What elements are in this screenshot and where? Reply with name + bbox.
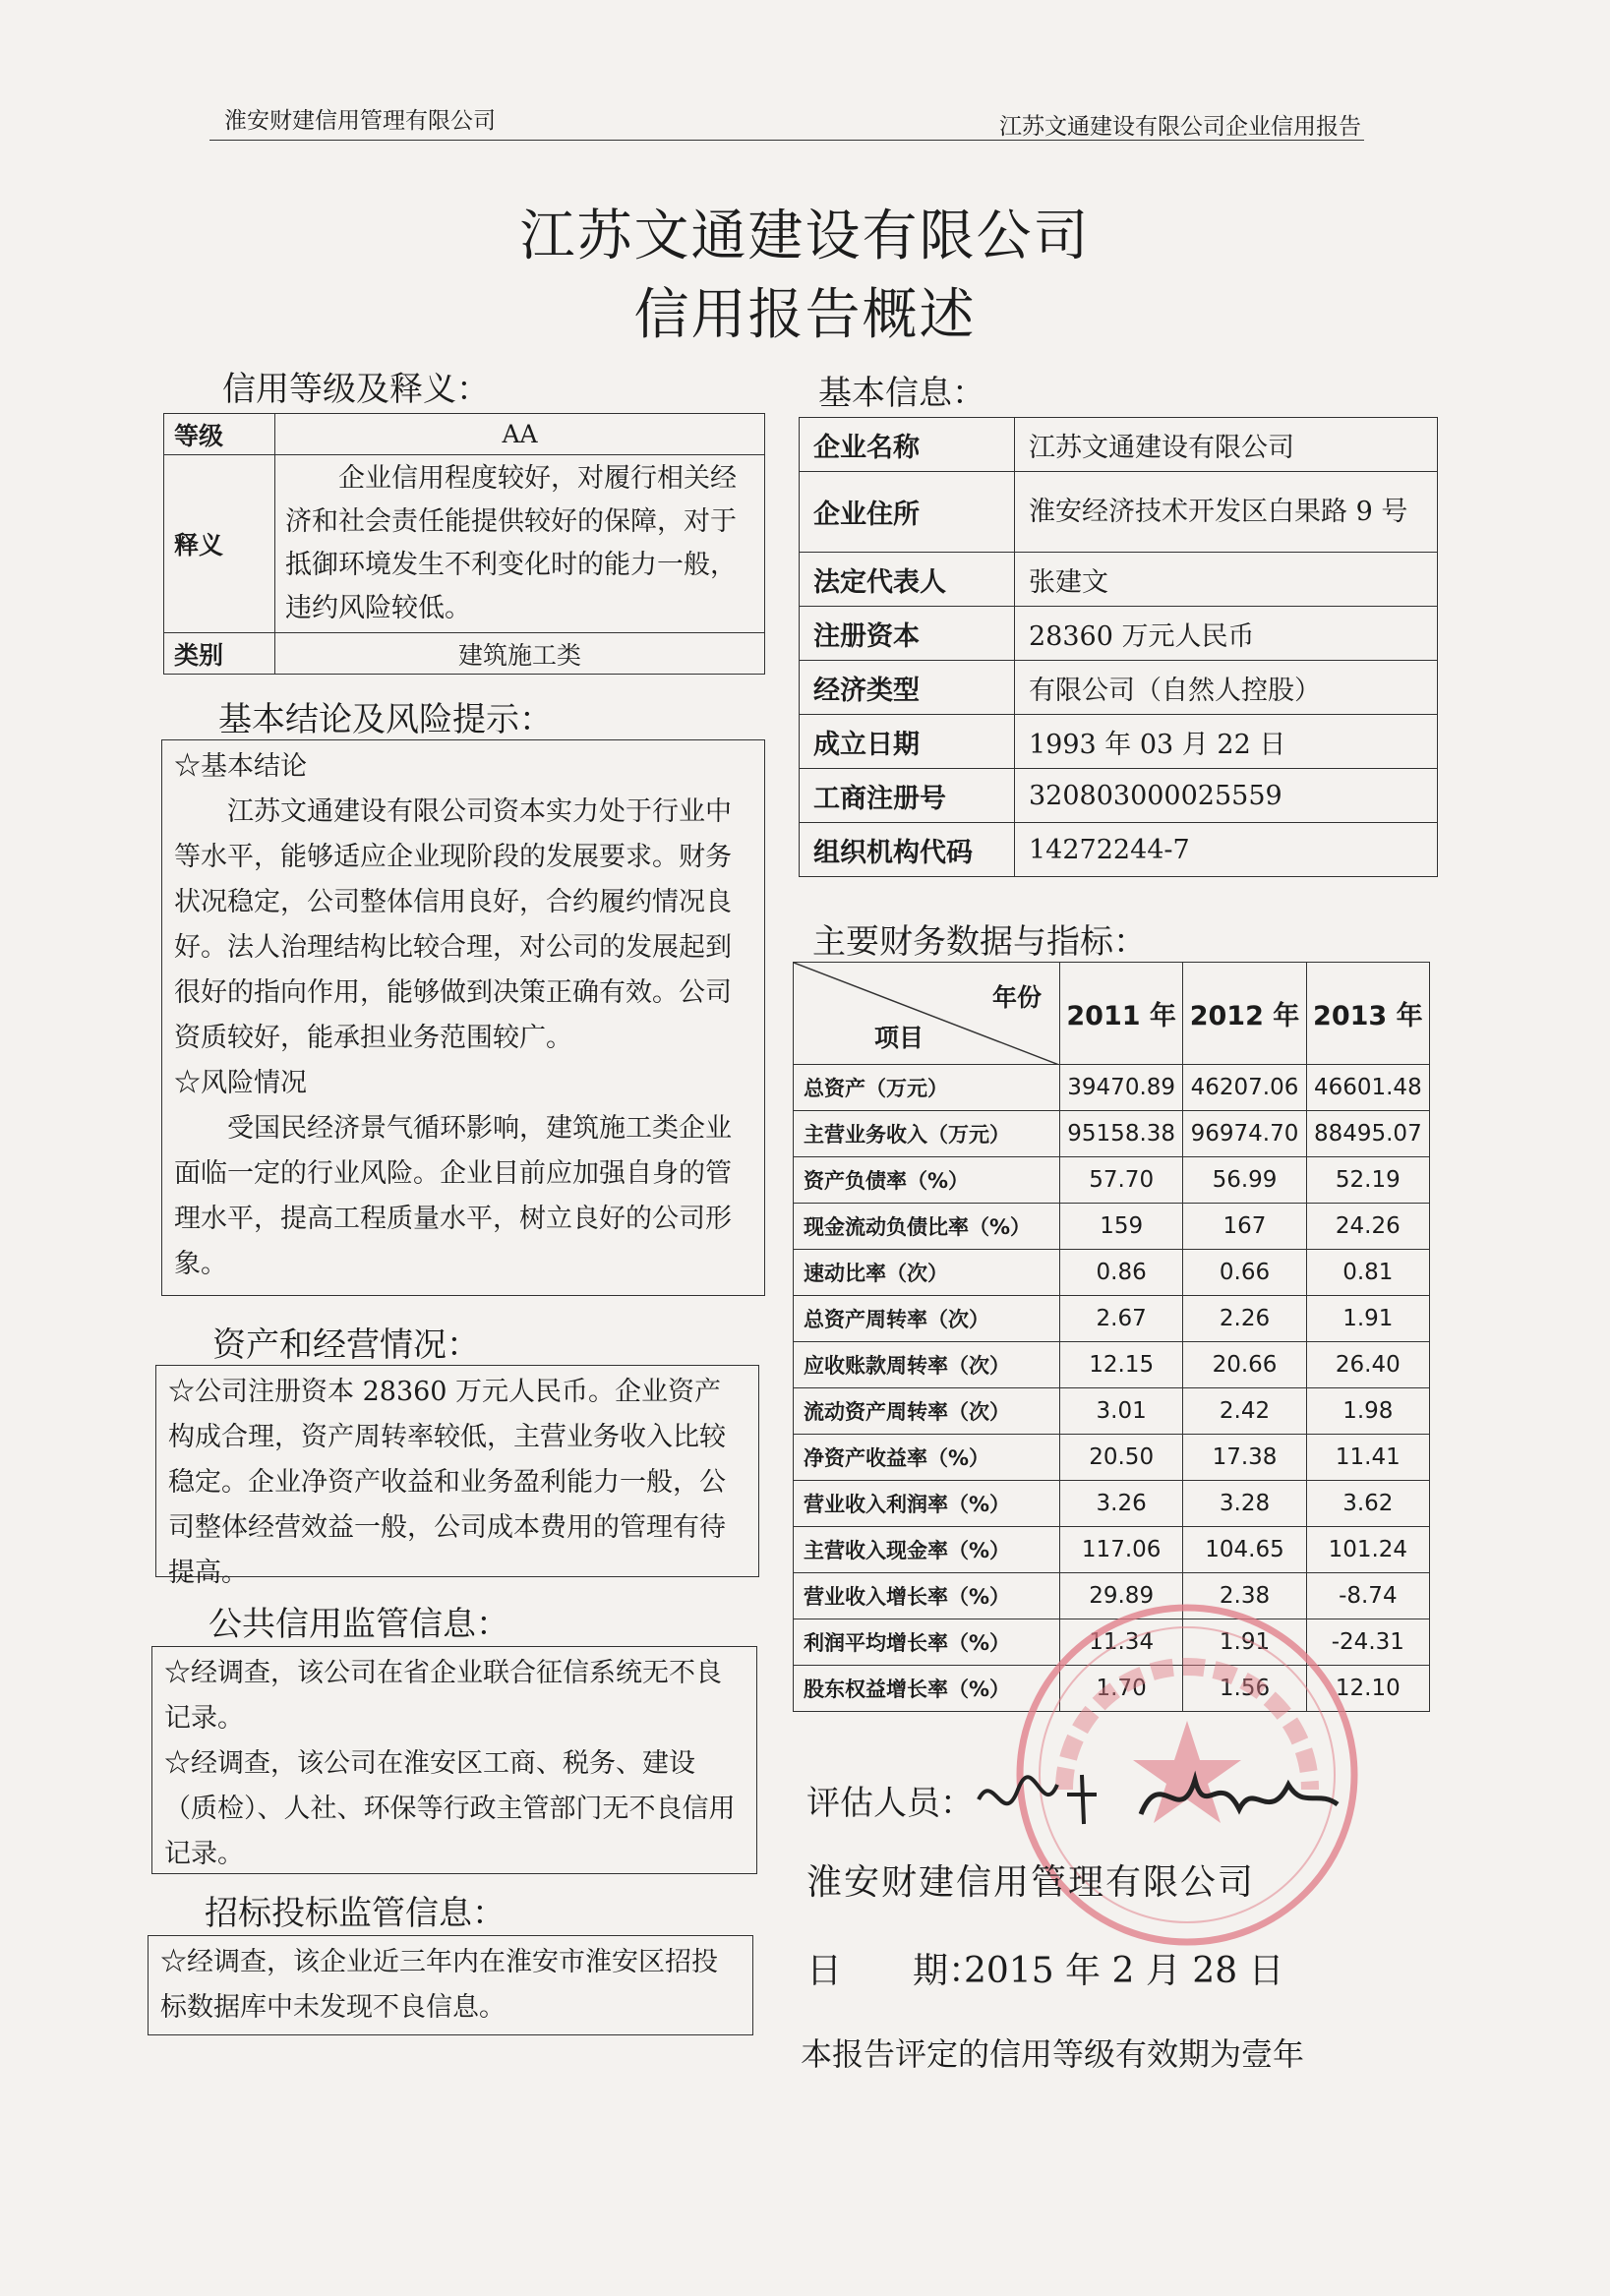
public-item-1: ☆经调查，该公司在省企业联合征信系统无不良记录。 xyxy=(164,1658,722,1734)
financial-value: 11.34 xyxy=(1060,1619,1183,1666)
assets-box xyxy=(155,1365,759,1588)
conclusion-heading: 基本结论及风险提示： xyxy=(218,700,553,739)
date-value: 2015 年 2 月 28 日 xyxy=(964,1951,1284,1991)
category-label: 类别 xyxy=(164,633,275,675)
info-label: 组织机构代码 xyxy=(800,823,1015,877)
financial-value: 1.91 xyxy=(1183,1619,1306,1666)
financial-value: 2.38 xyxy=(1183,1573,1306,1619)
info-label: 注册资本 xyxy=(800,607,1015,661)
info-row xyxy=(800,553,1438,607)
info-label: 企业名称 xyxy=(800,418,1015,472)
public-item-2: ☆经调查，该公司在淮安区工商、税务、建设（质检）、人社、环保等行政主管部门无不良信用记录。 xyxy=(164,1748,736,1869)
financial-row xyxy=(794,1481,1430,1527)
basic-info-table xyxy=(799,417,1438,877)
financial-value: 11.41 xyxy=(1306,1435,1429,1481)
financial-item: 净资产收益率（%） xyxy=(794,1435,1060,1481)
financial-value: 3.01 xyxy=(1060,1388,1183,1435)
footer-company: 淮安财建信用管理有限公司 xyxy=(806,1862,1256,1903)
financial-value: 0.86 xyxy=(1060,1250,1183,1296)
date-label: 日 期： xyxy=(806,1951,984,1991)
header-right: 江苏文通建设有限公司企业信用报告 xyxy=(999,114,1361,140)
header-divider xyxy=(209,140,1364,141)
financial-value: 17.38 xyxy=(1183,1435,1306,1481)
financial-value: 1.70 xyxy=(1060,1666,1183,1712)
financial-item: 流动资产周转率（次） xyxy=(794,1388,1060,1435)
financial-row xyxy=(794,1342,1430,1388)
info-value: 江苏文通建设有限公司 xyxy=(1015,418,1438,472)
financial-value: 3.26 xyxy=(1060,1481,1183,1527)
financial-value: 52.19 xyxy=(1306,1157,1429,1204)
financial-value: 24.26 xyxy=(1306,1204,1429,1250)
assets-text: ☆公司注册资本 28360 万元人民币。企业资产构成合理，资产周转率较低，主营业务收入比较稳定。企业净资产收益和业务盈利能力一般，公司整体经营效益一般，公司成本费用的管理有待提高。 xyxy=(168,1377,726,1588)
financial-heading: 主要财务数据与指标： xyxy=(812,922,1147,962)
category-value: 建筑施工类 xyxy=(275,633,765,675)
bidding-heading: 招标投标监管信息： xyxy=(205,1894,506,1933)
financial-row xyxy=(794,1388,1430,1435)
corner-year-label: 年份 xyxy=(991,983,1042,1012)
info-label: 经济类型 xyxy=(800,661,1015,715)
info-row xyxy=(800,661,1438,715)
financial-value: 29.89 xyxy=(1060,1573,1183,1619)
financial-value: 26.40 xyxy=(1306,1342,1429,1388)
financial-value: 39470.89 xyxy=(1060,1065,1183,1111)
bidding-box xyxy=(148,1935,753,2035)
financial-item: 主营业务收入（万元） xyxy=(794,1111,1060,1157)
info-label: 工商注册号 xyxy=(800,769,1015,823)
info-row xyxy=(800,715,1438,769)
financial-item: 速动比率（次） xyxy=(794,1250,1060,1296)
info-label: 法定代表人 xyxy=(800,553,1015,607)
report-subtitle: 信用报告概述 xyxy=(633,283,977,347)
info-row xyxy=(800,769,1438,823)
info-row xyxy=(800,418,1438,472)
grade-label: 等级 xyxy=(164,414,275,455)
basic-info-heading: 基本信息： xyxy=(818,374,985,413)
report-title: 江苏文通建设有限公司 xyxy=(519,205,1091,268)
info-row xyxy=(800,607,1438,661)
rating-heading: 信用等级及释义： xyxy=(222,370,490,409)
financial-value: 46601.48 xyxy=(1306,1065,1429,1111)
financial-value: 1.91 xyxy=(1306,1296,1429,1342)
financial-value: 104.65 xyxy=(1183,1527,1306,1573)
corner-item-label: 项目 xyxy=(874,1024,924,1052)
financial-item: 营业收入利润率（%） xyxy=(794,1481,1060,1527)
header-left: 淮安财建信用管理有限公司 xyxy=(224,108,496,134)
info-row xyxy=(800,472,1438,553)
info-value: 淮安经济技术开发区白果路 9 号 xyxy=(1015,472,1438,553)
financial-row xyxy=(794,1296,1430,1342)
financial-item: 应收账款周转率（次） xyxy=(794,1342,1060,1388)
financial-item: 总资产（万元） xyxy=(794,1065,1060,1111)
info-label: 企业住所 xyxy=(800,472,1015,553)
year-2013: 2013 年 xyxy=(1306,963,1429,1065)
financial-row xyxy=(794,1204,1430,1250)
financial-value: 2.42 xyxy=(1183,1388,1306,1435)
grade-value: AA xyxy=(275,414,765,455)
financial-value: 56.99 xyxy=(1183,1157,1306,1204)
financial-value: -24.31 xyxy=(1306,1619,1429,1666)
rating-table xyxy=(163,413,765,675)
financial-item: 营业收入增长率（%） xyxy=(794,1573,1060,1619)
meaning-label: 释义 xyxy=(164,455,275,633)
info-value: 有限公司（自然人控股） xyxy=(1015,661,1438,715)
financial-value: 3.62 xyxy=(1306,1481,1429,1527)
assets-heading: 资产和经营情况： xyxy=(212,1325,480,1365)
financial-value: 20.50 xyxy=(1060,1435,1183,1481)
financial-row xyxy=(794,1250,1430,1296)
financial-value: 46207.06 xyxy=(1183,1065,1306,1111)
financial-row xyxy=(794,1065,1430,1111)
info-value: 1993 年 03 月 22 日 xyxy=(1015,715,1438,769)
financial-value: 1.98 xyxy=(1306,1388,1429,1435)
financial-row xyxy=(794,1157,1430,1204)
financial-row xyxy=(794,1435,1430,1481)
financial-value: 0.66 xyxy=(1183,1250,1306,1296)
assessor-signature xyxy=(974,1760,1347,1839)
public-heading: 公共信用监管信息： xyxy=(209,1605,509,1644)
basic-conclusion-title: ☆基本结论 xyxy=(174,751,307,782)
financial-item: 资产负债率（%） xyxy=(794,1157,1060,1204)
info-value: 320803000025559 xyxy=(1015,769,1438,823)
conclusion-box xyxy=(161,739,765,1296)
validity-note: 本报告评定的信用等级有效期为壹年 xyxy=(801,2035,1305,2073)
financial-row xyxy=(794,1111,1430,1157)
meaning-value: 企业信用程度较好，对履行相关经济和社会责任能提供较好的保障，对于抵御环境发生不利变化时的能力一般，违约风险较低。 xyxy=(275,455,765,633)
assessor-label: 评估人员： xyxy=(806,1784,974,1823)
info-value: 张建文 xyxy=(1015,553,1438,607)
basic-conclusion-text: 江苏文通建设有限公司资本实力处于行业中等水平，能够适应企业现阶段的发展要求。财务状况稳定，公司整体信用良好，合约履约情况良好。法人治理结构比较合理，对公司的发展起到很好的指向作用，能够做到决策正确有效。公司资质较好，能承担业务范围较广。 xyxy=(174,796,732,1053)
info-value: 28360 万元人民币 xyxy=(1015,607,1438,661)
financial-value: 96974.70 xyxy=(1183,1111,1306,1157)
financial-value: 2.26 xyxy=(1183,1296,1306,1342)
financial-value: 95158.38 xyxy=(1060,1111,1183,1157)
financial-value: 88495.07 xyxy=(1306,1111,1429,1157)
year-2011: 2011 年 xyxy=(1060,963,1183,1065)
info-label: 成立日期 xyxy=(800,715,1015,769)
financial-value: 159 xyxy=(1060,1204,1183,1250)
financial-item: 总资产周转率（次） xyxy=(794,1296,1060,1342)
risk-title: ☆风险情况 xyxy=(174,1068,307,1098)
financial-item: 现金流动负债比率（%） xyxy=(794,1204,1060,1250)
info-value: 14272244-7 xyxy=(1015,823,1438,877)
financial-value: 101.24 xyxy=(1306,1527,1429,1573)
financial-value: 57.70 xyxy=(1060,1157,1183,1204)
bidding-text: ☆经调查，该企业近三年内在淮安市淮安区招投标数据库中未发现不良信息。 xyxy=(160,1947,718,2023)
financial-value: 2.67 xyxy=(1060,1296,1183,1342)
risk-text: 受国民经济景气循环影响，建筑施工类企业面临一定的行业风险。企业目前应加强自身的管理水平，提高工程质量水平，树立良好的公司形象。 xyxy=(174,1113,732,1279)
financial-value: 3.28 xyxy=(1183,1481,1306,1527)
financial-item: 利润平均增长率（%） xyxy=(794,1619,1060,1666)
financial-value: 167 xyxy=(1183,1204,1306,1250)
info-row xyxy=(800,823,1438,877)
financial-value: 20.66 xyxy=(1183,1342,1306,1388)
financial-value: -8.74 xyxy=(1306,1573,1429,1619)
corner-cell xyxy=(794,963,1060,1065)
financial-item: 股东权益增长率（%） xyxy=(794,1666,1060,1712)
financial-value: 12.15 xyxy=(1060,1342,1183,1388)
financial-value: 0.81 xyxy=(1306,1250,1429,1296)
year-2012: 2012 年 xyxy=(1183,963,1306,1065)
public-box xyxy=(151,1646,757,1874)
financial-value: 117.06 xyxy=(1060,1527,1183,1573)
financial-value: 12.10 xyxy=(1306,1666,1429,1712)
financial-item: 主营收入现金率（%） xyxy=(794,1527,1060,1573)
financial-value: 1.56 xyxy=(1183,1666,1306,1712)
financial-row xyxy=(794,1527,1430,1573)
